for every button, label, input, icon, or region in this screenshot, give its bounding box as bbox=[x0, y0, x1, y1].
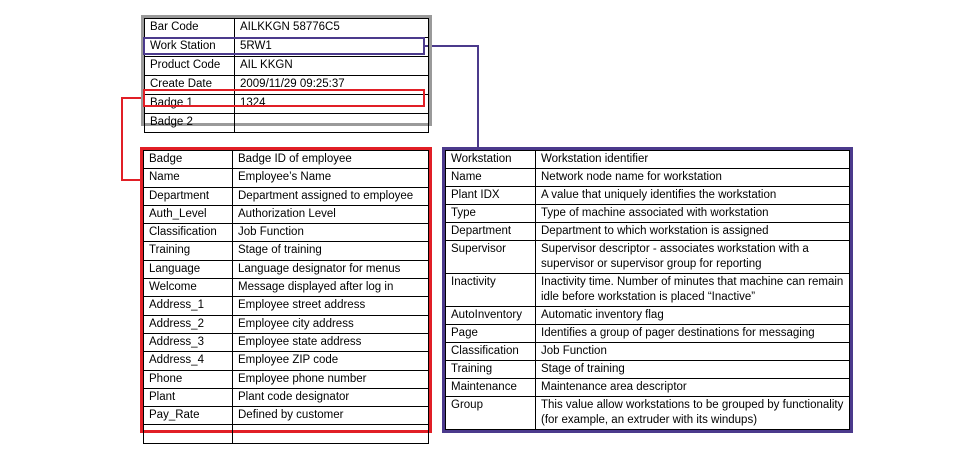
field-name-cell: Phone bbox=[144, 370, 233, 388]
field-description-cell: Employee street address bbox=[233, 297, 429, 315]
field-name-cell: Workstation bbox=[446, 151, 536, 169]
field-name-cell: Maintenance bbox=[446, 379, 536, 397]
employee-row bbox=[144, 407, 429, 425]
workstation-row bbox=[446, 187, 850, 205]
field-name-cell: Training bbox=[144, 242, 233, 260]
record-table bbox=[141, 15, 432, 126]
workstation-row bbox=[446, 241, 850, 274]
field-description-cell: 1324 bbox=[235, 95, 429, 114]
field-description-cell: Supervisor descriptor - associates workstation with a supervisor or supervisor group for reporting bbox=[536, 241, 850, 274]
workstation-table bbox=[442, 147, 853, 433]
record-row bbox=[145, 57, 429, 76]
field-description-cell: 2009/11/29 09:25:37 bbox=[235, 76, 429, 95]
employee-row bbox=[144, 425, 429, 444]
field-name-cell bbox=[144, 425, 233, 444]
workstation-row bbox=[446, 361, 850, 379]
field-description-cell: Employee state address bbox=[233, 333, 429, 351]
workstation-row bbox=[446, 205, 850, 223]
field-name-cell: Department bbox=[144, 187, 233, 205]
workstation-row bbox=[446, 223, 850, 241]
field-description-cell: Plant code designator bbox=[233, 388, 429, 406]
employee-row bbox=[144, 315, 429, 333]
workstation-row bbox=[446, 397, 850, 430]
field-description-cell: AIL KKGN bbox=[235, 57, 429, 76]
field-description-cell: A value that uniquely identifies the workstation bbox=[536, 187, 850, 205]
employee-row bbox=[144, 187, 429, 205]
workstation-row bbox=[446, 169, 850, 187]
field-description-cell: Maintenance area descriptor bbox=[536, 379, 850, 397]
workstation-row bbox=[446, 151, 850, 169]
field-description-cell: Language designator for menus bbox=[233, 260, 429, 278]
employee-row bbox=[144, 224, 429, 242]
field-description-cell: This value allow workstations to be grouped by functionality (for example, an extruder with its windups) bbox=[536, 397, 850, 430]
workstation-row bbox=[446, 307, 850, 325]
field-name-cell: Badge 2 bbox=[145, 114, 235, 133]
field-description-cell: Authorization Level bbox=[233, 205, 429, 223]
field-name-cell: Auth_Level bbox=[144, 205, 233, 223]
field-name-cell: Type bbox=[446, 205, 536, 223]
field-description-cell: Inactivity time. Number of minutes that machine can remain idle before workstation is placed “Inactive” bbox=[536, 274, 850, 307]
field-description-cell: Job Function bbox=[233, 224, 429, 242]
field-description-cell bbox=[235, 114, 429, 133]
field-description-cell: Employee ZIP code bbox=[233, 352, 429, 370]
employee-row bbox=[144, 151, 429, 169]
field-description-cell: Workstation identifier bbox=[536, 151, 850, 169]
field-name-cell: Classification bbox=[446, 343, 536, 361]
field-description-cell: Defined by customer bbox=[233, 407, 429, 425]
employee-table bbox=[140, 147, 432, 433]
field-name-cell: Work Station bbox=[145, 38, 235, 57]
field-name-cell: Create Date bbox=[145, 76, 235, 95]
workstation-row bbox=[446, 274, 850, 307]
field-name-cell: Classification bbox=[144, 224, 233, 242]
employee-row bbox=[144, 370, 429, 388]
field-description-cell: Type of machine associated with workstation bbox=[536, 205, 850, 223]
field-description-cell bbox=[233, 425, 429, 444]
employee-row bbox=[144, 333, 429, 351]
field-description-cell: Stage of training bbox=[536, 361, 850, 379]
field-name-cell: Department bbox=[446, 223, 536, 241]
field-description-cell: Department to which workstation is assigned bbox=[536, 223, 850, 241]
employee-row bbox=[144, 388, 429, 406]
field-description-cell: 5RW1 bbox=[235, 38, 429, 57]
field-description-cell: Employee city address bbox=[233, 315, 429, 333]
field-name-cell: Group bbox=[446, 397, 536, 430]
field-name-cell: Welcome bbox=[144, 279, 233, 297]
field-name-cell: Training bbox=[446, 361, 536, 379]
employee-row bbox=[144, 279, 429, 297]
employee-row bbox=[144, 169, 429, 187]
field-description-cell: Badge ID of employee bbox=[233, 151, 429, 169]
field-name-cell: Address_3 bbox=[144, 333, 233, 351]
field-description-cell: Stage of training bbox=[233, 242, 429, 260]
record-row bbox=[145, 114, 429, 133]
field-name-cell: Address_2 bbox=[144, 315, 233, 333]
employee-row bbox=[144, 205, 429, 223]
field-name-cell: Name bbox=[144, 169, 233, 187]
field-description-cell: Message displayed after log in bbox=[233, 279, 429, 297]
field-name-cell: Plant IDX bbox=[446, 187, 536, 205]
field-description-cell: AILKKGN 58776C5 bbox=[235, 19, 429, 38]
field-name-cell: Page bbox=[446, 325, 536, 343]
workstation-row bbox=[446, 343, 850, 361]
field-name-cell: Address_4 bbox=[144, 352, 233, 370]
field-name-cell: Pay_Rate bbox=[144, 407, 233, 425]
field-description-cell: Employee’s Name bbox=[233, 169, 429, 187]
field-name-cell: Name bbox=[446, 169, 536, 187]
field-name-cell: Address_1 bbox=[144, 297, 233, 315]
record-row bbox=[145, 38, 429, 57]
field-name-cell: Plant bbox=[144, 388, 233, 406]
field-description-cell: Department assigned to employee bbox=[233, 187, 429, 205]
field-name-cell: Inactivity bbox=[446, 274, 536, 307]
field-name-cell: Product Code bbox=[145, 57, 235, 76]
field-description-cell: Identifies a group of pager destinations for messaging bbox=[536, 325, 850, 343]
record-row bbox=[145, 76, 429, 95]
workstation-connector bbox=[425, 46, 478, 147]
field-name-cell: Badge 1 bbox=[145, 95, 235, 114]
field-name-cell: Supervisor bbox=[446, 241, 536, 274]
employee-row bbox=[144, 260, 429, 278]
employee-row bbox=[144, 352, 429, 370]
record-row bbox=[145, 19, 429, 38]
field-description-cell: Automatic inventory flag bbox=[536, 307, 850, 325]
field-name-cell: Bar Code bbox=[145, 19, 235, 38]
field-description-cell: Job Function bbox=[536, 343, 850, 361]
employee-row bbox=[144, 242, 429, 260]
field-description-cell: Network node name for workstation bbox=[536, 169, 850, 187]
workstation-row bbox=[446, 325, 850, 343]
employee-row bbox=[144, 297, 429, 315]
record-row bbox=[145, 95, 429, 114]
field-name-cell: Language bbox=[144, 260, 233, 278]
field-name-cell: Badge bbox=[144, 151, 233, 169]
field-description-cell: Employee phone number bbox=[233, 370, 429, 388]
workstation-row bbox=[446, 379, 850, 397]
field-name-cell: AutoInventory bbox=[446, 307, 536, 325]
